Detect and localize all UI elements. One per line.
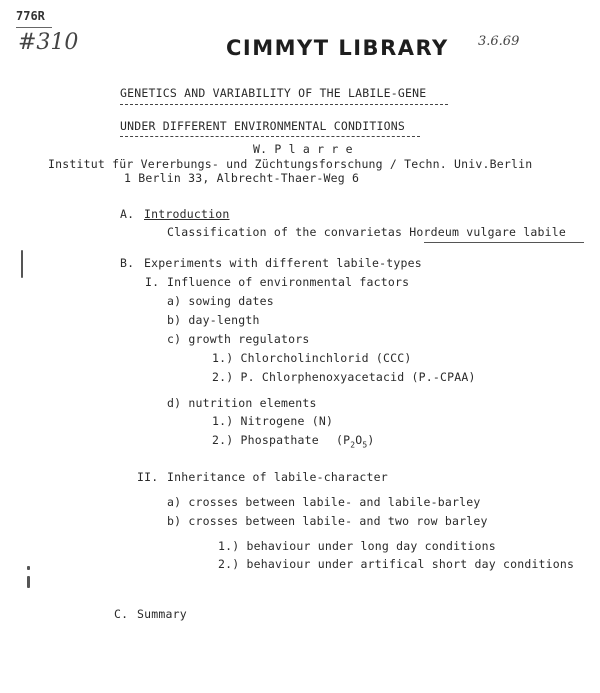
section-b-label: B. [120, 256, 135, 270]
list-item-nitrogene: 1.) Nitrogene (N) [212, 414, 334, 428]
list-item-crosses-two-row: b) crosses between labile- and two row barley [167, 514, 488, 528]
list-item-day-length: b) day-length [167, 313, 260, 327]
list-item-long-day: 1.) behaviour under long day conditions [218, 539, 496, 553]
author-address: 1 Berlin 33, Albrecht-Thaer-Weg 6 [124, 171, 360, 185]
list-item-growth-regulators: c) growth regulators [167, 332, 310, 346]
section-a-heading: Introduction [144, 207, 230, 221]
section-a-text-prefix: Classification of the convarietas [167, 225, 403, 239]
margin-mark-lower [27, 576, 30, 588]
list-item-phosphate [212, 433, 375, 449]
handwritten-date: 3.6.69 [478, 34, 520, 49]
list-item-ccc: 1.) Chlorcholinchlorid (CCC) [212, 351, 412, 365]
title-line-1: GENETICS AND VARIABILITY OF THE LABILE-GENE [120, 86, 427, 100]
phosphate-formula: $(P_2O_5)$ [335, 433, 375, 450]
section-c-label: C. [114, 607, 129, 621]
list-item-short-day: 2.) behaviour under artifical short day conditions [218, 557, 575, 571]
title-line-2: UNDER DIFFERENT ENVIRONMENTAL CONDITIONS [120, 119, 405, 133]
list-item-nutrition: d) nutrition elements [167, 396, 317, 410]
list-item-sowing-dates: a) sowing dates [167, 294, 274, 308]
phosphate-label: 2.) Phospathate [212, 433, 319, 447]
library-stamp: CIMMYT LIBRARY [226, 36, 449, 60]
author-name: W. P l a r r e [253, 142, 353, 156]
margin-mark-upper [21, 250, 23, 278]
author-institute: Institut für Vererbungs- und Züchtungsforschung / Techn. Univ.Berlin [48, 157, 533, 171]
section-b-heading: Experiments with different labile-types [144, 256, 422, 270]
margin-mark-dot [27, 566, 30, 570]
title-line-1-underline [120, 104, 448, 105]
section-b-ii-heading: Inheritance of labile-character [167, 470, 388, 484]
list-item-p-cpaa: 2.) P. Chlorphenoxyacetacid (P.-CPAA) [212, 370, 476, 384]
section-a-label: A. [120, 207, 135, 221]
species-handwritten-underline [424, 242, 584, 243]
section-a-species: Hordeum vulgare labile [409, 225, 566, 239]
section-b-i-label: I. [145, 275, 160, 289]
title-line-2-underline [120, 136, 420, 137]
list-item-crosses-labile: a) crosses between labile- and labile-barley [167, 495, 481, 509]
catalog-number: 776R [16, 9, 45, 23]
catalog-number-underline [16, 27, 52, 28]
section-b-ii-label: II. [137, 470, 159, 484]
section-c-heading: Summary [137, 607, 187, 621]
section-b-i-heading: Influence of environmental factors [167, 275, 410, 289]
handwritten-hash-number: #310 [18, 30, 79, 55]
section-a-text [167, 225, 566, 239]
